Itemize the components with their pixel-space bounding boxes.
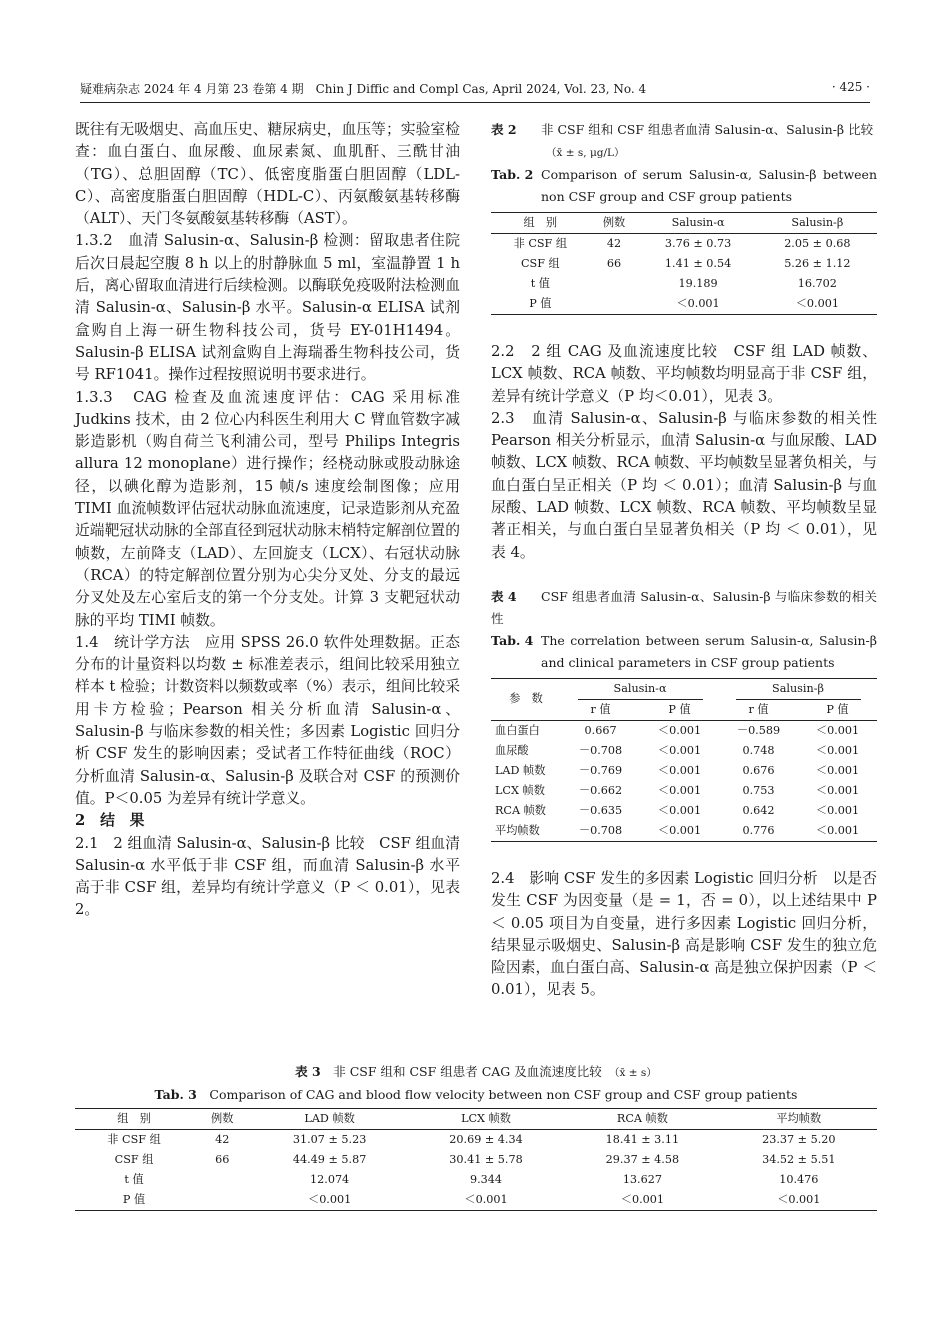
table-3-unit: （x̄ ± s）: [614, 1067, 657, 1079]
table-cell: 0.753: [742, 783, 775, 797]
table-cell: P 值: [491, 294, 590, 315]
table-cell: 0.776: [719, 821, 798, 842]
table-header: 平均帧数: [721, 1109, 877, 1130]
table-cell: t 值: [530, 277, 550, 290]
table-row: [491, 741, 877, 761]
running-header: [80, 80, 870, 103]
table-4-caption: [491, 586, 877, 630]
table-4-caption-en: [491, 630, 877, 674]
table-row: [491, 294, 877, 315]
paragraph-1-3-3: 1.3.3 CAG 检查及血流速度评估：CAG 采用标准 Judkins 技术，由 2 位心内科医生利用大 C 臂血管数字减影造影机（购自荷兰飞利浦公司，型号 Philips Integris allura 12 monoplane）进行操作；经桡动脉或股动脉途径，以碘化醇为造影剂，15 帧/s 速度绘制图像；应用 TIMI 血流帧数评估冠状动脉血流速度，记录造影剂从充盈近端靶冠状动脉的全部直径到冠状动脉末梢特定解剖位置的帧数，左前降支（LAD）、左回旋支（LCX）、右冠状动脉（RCA）的特定解剖位置分别为心尖分叉处、分支的最远分叉处及左心室后支的第一个分支处。计算 3 支靶冠状动脉的平均 TIMI 帧数。: [75, 388, 460, 629]
table-4-grid: [491, 678, 877, 842]
right-column: [491, 119, 892, 1002]
table-header: 例数: [193, 1109, 251, 1130]
table-cell: [590, 274, 639, 294]
table-row: [75, 1190, 877, 1211]
table-3-grid: [75, 1108, 877, 1211]
table-cell: －0.662: [578, 783, 623, 797]
table-2-label-en: Tab. 2: [491, 167, 534, 182]
table-3: [75, 1061, 877, 1211]
table-3-label-en: Tab. 3: [154, 1087, 197, 1102]
table-cell: 12.074: [310, 1173, 350, 1186]
table-cell: －0.589: [736, 723, 781, 737]
table-2-unit: （x̄ ± s, μg/L）: [546, 147, 625, 159]
left-column: [75, 119, 460, 922]
table-row: [491, 761, 877, 781]
table-header: Salusin-α: [561, 678, 719, 700]
table-cell: 18.41 ± 3.11: [605, 1133, 680, 1146]
table-row: [491, 254, 877, 274]
paragraph-2-2: 2.2 2 组 CAG 及血流速度比较 CSF 组 LAD 帧数、LCX 帧数、RCA 帧数、平均帧数均明显高于非 CSF 组，差异有统计学意义（P 均＜0.01），见表 3。: [491, 343, 877, 405]
table-header: P 值: [798, 700, 877, 721]
table-4-label: 表 4: [491, 588, 517, 604]
table-row: [491, 274, 877, 294]
table-4-title-en: The correlation between serum Salusin-α, Salusin-β and clinical parameters in CSF group patients: [541, 632, 877, 670]
table-cell: 16.702: [797, 277, 837, 290]
table-cell: RCA 帧数: [495, 803, 546, 817]
table-cell: 3.76 ± 0.73: [664, 237, 732, 250]
table-cell: 66: [606, 257, 622, 270]
table-header: 例数: [590, 213, 639, 234]
table-2: [491, 119, 877, 315]
table-cell: [193, 1170, 251, 1190]
table-cell: 34.52 ± 5.51: [762, 1153, 836, 1166]
table-cell: CSF 组: [114, 1153, 154, 1166]
table-cell: 10.476: [779, 1173, 819, 1186]
table-row: [491, 720, 877, 741]
table-2-grid: [491, 212, 877, 315]
table-cell: 1.41 ± 0.54: [664, 257, 732, 270]
table-cell: ＜0.001: [564, 1190, 720, 1211]
table-header: LCX 帧数: [408, 1109, 564, 1130]
table-cell: 血尿酸: [495, 743, 529, 757]
table-row: [491, 801, 877, 821]
table-cell: 42: [215, 1133, 230, 1146]
table-cell: 非 CSF 组: [513, 237, 568, 250]
table-cell: ＜0.001: [408, 1190, 564, 1211]
table-cell: [590, 294, 639, 315]
table-cell: ＜0.001: [657, 743, 702, 757]
table-cell: 0.748: [742, 743, 775, 757]
table-cell: LAD 帧数: [495, 763, 546, 777]
table-cell: 23.37 ± 5.20: [762, 1133, 836, 1146]
table-3-title-en: Comparison of CAG and blood flow velocity between non CSF group and CSF group patients: [209, 1087, 798, 1102]
table-cell: 9.344: [469, 1173, 503, 1186]
table-2-title: 非 CSF 组和 CSF 组患者血清 Salusin-α、Salusin-β 比较: [541, 122, 874, 137]
table-cell: 0.667: [584, 723, 617, 737]
page-number: · 425 ·: [831, 80, 870, 94]
table-cell: 0.642: [742, 803, 775, 817]
table-cell: 平均帧数: [491, 821, 561, 842]
table-cell: 血白蛋白: [495, 723, 540, 737]
table-cell: ＜0.001: [815, 763, 860, 777]
table-cell: P 值: [75, 1190, 193, 1211]
table-cell: ＜0.001: [815, 723, 860, 737]
table-cell: ＜0.001: [640, 821, 719, 842]
section-heading-results: 2 结 果: [75, 812, 145, 830]
table-row: [75, 1150, 877, 1170]
paragraph-2-1: 2.1 2 组血清 Salusin-α、Salusin-β 比较 CSF 组血清 Salusin-α 水平低于非 CSF 组，而血清 Salusin-β 水平高于非 CSF 组，差异均有统计学意义（P ＜ 0.01），见表 2。: [75, 834, 460, 919]
table-cell: ＜0.001: [657, 803, 702, 817]
table-cell: t 值: [124, 1173, 144, 1186]
table-4-title: CSF 组患者血清 Salusin-α、Salusin-β 与临床参数的相关性: [491, 588, 877, 626]
table-cell: －0.635: [578, 803, 623, 817]
paragraph-1-3-2: 1.3.2 血清 Salusin-α、Salusin-β 检测：留取患者住院后次日晨起空腹 8 h 以上的肘静脉血 5 ml，室温静置 1 h 后，离心留取血清进行后续检测。以酶联免疫吸附法检测血清 Salusin-α、Salusin-β 水平。Salusin-α ELISA 试剂盒购自上海一研生物科技公司，货号 EY-01H1494。Salusin-β ELISA 试剂盒购自上海瑞番生物科技公司，货号 RF1041。操作过程按照说明书要求进行。: [75, 232, 460, 384]
table-4-label-en: Tab. 4: [491, 632, 534, 648]
table-cell: －0.708: [561, 821, 640, 842]
table-cell: 13.627: [622, 1173, 662, 1186]
table-3-label: 表 3: [295, 1064, 321, 1079]
table-header: 参 数: [491, 678, 561, 720]
table-cell: 44.49 ± 5.87: [292, 1153, 367, 1166]
table-2-caption-en: [491, 164, 877, 208]
table-3-caption-en: [75, 1084, 877, 1106]
table-2-caption: [491, 119, 877, 164]
table-cell: ＜0.001: [815, 783, 860, 797]
table-cell: ＜0.001: [657, 763, 702, 777]
table-cell: ＜0.001: [758, 294, 877, 315]
table-header: RCA 帧数: [564, 1109, 720, 1130]
table-cell: ＜0.001: [815, 743, 860, 757]
table-cell: 42: [606, 237, 622, 250]
table-cell: －0.769: [578, 763, 623, 777]
paragraph-1-4: 1.4 统计学方法 应用 SPSS 26.0 软件处理数据。正态分布的计量资料以均数 ± 标准差表示，组间比较采用独立样本 t 检验；计数资料以频数或率（%）表示，组间比较采用卡方检验；Pearson 相关分析血清 Salusin-α、Salusin-β 与临床参数的相关性；多因素 Logistic 回归分析 CSF 发生的影响因素；受试者工作特征曲线（ROC）分析血清 Salusin-α、Salusin-β 及联合对 CSF 的预测价值。P＜0.05 为差异有统计学意义。: [75, 633, 460, 807]
paragraph-lab-tests: 既往有无吸烟史、高血压史、糖尿病史，血压等；实验室检查：血白蛋白、血尿酸、血尿素氮、血肌酐、三酰甘油（TG）、总胆固醇（TC）、低密度脂蛋白胆固醇（LDL-C）、高密度脂蛋白胆固醇（HDL-C）、丙氨酸氨基转移酶（ALT）、天门冬氨酸氨基转移酶（AST）。: [75, 121, 460, 228]
table-3-title: 非 CSF 组和 CSF 组患者 CAG 及血流速度比较: [333, 1064, 602, 1079]
table-header: Salusin-β: [719, 678, 877, 700]
table-cell: 66: [215, 1153, 230, 1166]
journal-info: 疑难病杂志 2024 年 4 月第 23 卷第 4 期 Chin J Diffic and Compl Cas, April 2024, Vol. 23, No. 4: [80, 82, 647, 96]
table-header: r 值: [719, 700, 798, 721]
table-cell: 0.676: [742, 763, 775, 777]
table-header: LAD 帧数: [251, 1109, 407, 1130]
table-cell: 20.69 ± 4.34: [449, 1133, 523, 1146]
table-row: [75, 1130, 877, 1151]
table-header: P 值: [640, 700, 719, 721]
table-cell: 非 CSF 组: [107, 1133, 161, 1146]
paragraph-2-4: 2.4 影响 CSF 发生的多因素 Logistic 回归分析 以是否发生 CSF 为因变量（是 = 1，否 = 0），以上述结果中 P ＜ 0.05 项目为自变量，进行多因素 Logistic 回归分析，结果显示吸烟史、Salusin-β 高是影响 CSF 发生的独立危险因素，血白蛋白高、Salusin-α 高是独立保护因素（P ＜ 0.01），见表 5。: [491, 869, 877, 999]
table-header: 组 别: [75, 1109, 193, 1130]
table-cell: ＜0.001: [798, 821, 877, 842]
table-cell: ＜0.001: [657, 723, 702, 737]
table-cell: 30.41 ± 5.78: [449, 1153, 523, 1166]
table-3-caption: [75, 1061, 877, 1084]
table-header: Salusin-α: [638, 213, 757, 234]
table-cell: [193, 1190, 251, 1211]
table-4: [491, 586, 877, 842]
table-header: r 值: [561, 700, 640, 721]
table-cell: 19.189: [678, 277, 718, 290]
table-cell: ＜0.001: [251, 1190, 407, 1211]
table-cell: ＜0.001: [657, 783, 702, 797]
table-row: [491, 821, 877, 842]
table-2-title-en: Comparison of serum Salusin-α, Salusin-β between non CSF group and CSF group patients: [541, 167, 877, 204]
table-cell: 31.07 ± 5.23: [292, 1133, 367, 1146]
table-cell: 2.05 ± 0.68: [784, 237, 851, 250]
table-cell: ＜0.001: [721, 1190, 877, 1211]
table-header: 组 别: [491, 213, 590, 234]
table-row: [75, 1170, 877, 1190]
table-cell: －0.708: [578, 743, 623, 757]
table-row: [491, 234, 877, 255]
table-header: Salusin-β: [758, 213, 877, 234]
table-cell: CSF 组: [520, 257, 560, 270]
table-cell: ＜0.001: [638, 294, 757, 315]
table-cell: 5.26 ± 1.12: [784, 257, 851, 270]
table-2-label: 表 2: [491, 122, 517, 137]
paragraph-2-3: 2.3 血清 Salusin-α、Salusin-β 与临床参数的相关性 Pearson 相关分析显示，血清 Salusin-α 与血尿酸、LAD 帧数、LCX 帧数、RCA 帧数、平均帧数呈显著负相关，与血白蛋白呈正相关（P 均 ＜ 0.01）；血清 Salusin-β 与血尿酸、LAD 帧数、LCX 帧数、RCA 帧数、平均帧数呈显著正相关，与血白蛋白呈显著负相关（P 均 ＜ 0.01），见表 4。: [491, 409, 892, 561]
table-cell: ＜0.001: [815, 803, 860, 817]
table-cell: LCX 帧数: [495, 783, 545, 797]
table-row: [491, 781, 877, 801]
table-cell: 29.37 ± 4.58: [605, 1153, 680, 1166]
